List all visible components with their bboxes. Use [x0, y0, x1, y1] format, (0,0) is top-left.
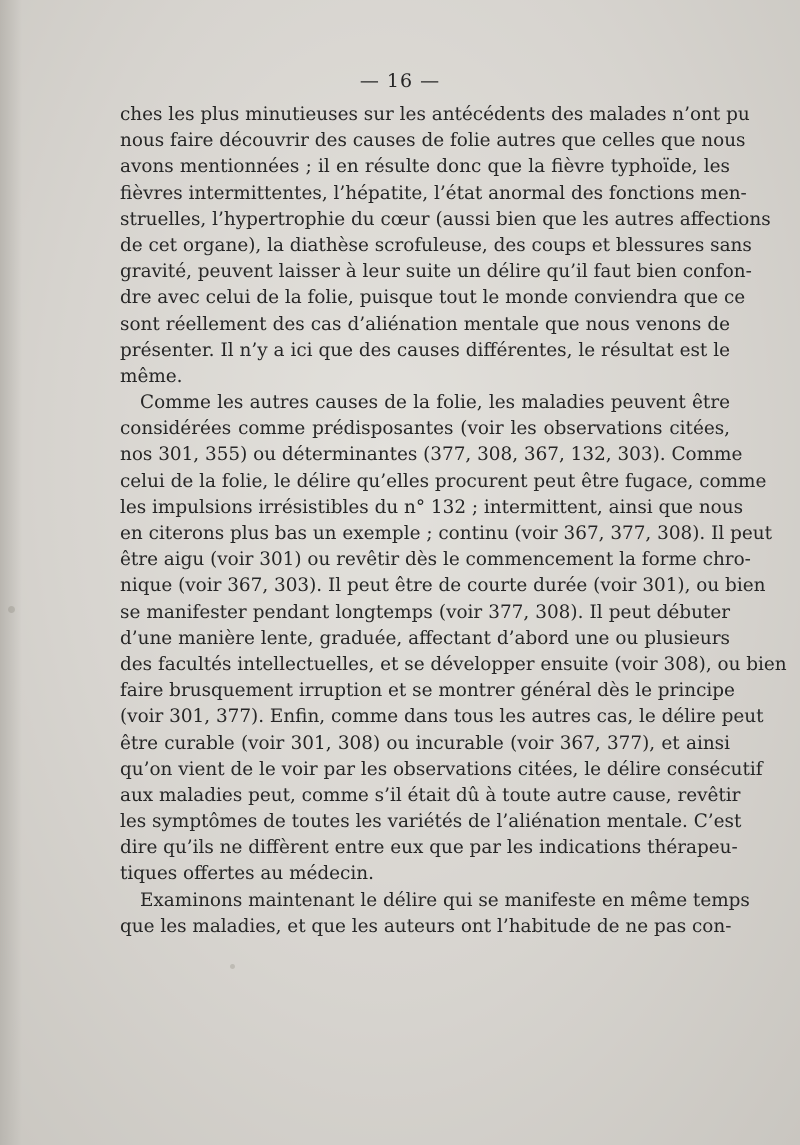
text-line: (voir 301, 377). Enfin, comme dans tous les autres cas, le délire peut — [120, 706, 764, 728]
text-line: qu’on vient de le voir par les observations citées, le délire consécutif — [120, 758, 763, 780]
text-line: des facultés intellectuelles, et se développer ensuite (voir 308), ou bien — [120, 653, 787, 675]
text-line: Examinons maintenant le délire qui se manifeste en même temps — [140, 889, 750, 911]
text-line: struelles, l’hypertrophie du cœur (aussi bien que les autres affections — [120, 208, 771, 230]
text-line: dire qu’ils ne diffèrent entre eux que par les indications thérapeu- — [120, 837, 738, 859]
text-line: même. — [120, 365, 183, 387]
text-line: les symptômes de toutes les variétés de l’aliénation mentale. C’est — [120, 811, 742, 833]
text-line: considérées comme prédisposantes (voir les observations citées, — [120, 418, 730, 440]
text-line: de cet organe), la diathèse scrofuleuse, des coups et blessures sans — [120, 234, 752, 256]
text-line: ches les plus minutieuses sur les antécédents des malades n’ont pu — [120, 104, 750, 125]
text-line: se manifester pendant longtemps (voir 377, 308). Il peut débuter — [120, 601, 730, 623]
text-line: gravité, peuvent laisser à leur suite un délire qu’il faut bien confon- — [120, 261, 752, 283]
text-line: celui de la folie, le délire qu’elles procurent peut être fugace, comme — [120, 470, 767, 492]
page-binding-shadow — [0, 0, 22, 1145]
text-line: nos 301, 355) ou déterminantes (377, 308, 367, 132, 303). Comme — [120, 444, 743, 466]
text-line: d’une manière lente, graduée, affectant d’abord une ou plusieurs — [120, 627, 730, 649]
page-number: — 16 — — [359, 70, 441, 92]
text-line: faire brusquement irruption et se montrer général dès le principe — [120, 680, 735, 702]
paper-spot — [230, 964, 235, 969]
text-line: être aigu (voir 301) ou revêtir dès le commencement la forme chro- — [120, 549, 751, 571]
text-line: Comme les autres causes de la folie, les maladies peuvent être — [140, 392, 730, 414]
text-line: être curable (voir 301, 308) ou incurable (voir 367, 377), et ainsi — [120, 732, 730, 754]
text-line: les impulsions irrésistibles du n° 132 ; intermittent, ainsi que nous — [120, 496, 744, 518]
text-line: dre avec celui de la folie, puisque tout le monde conviendra que ce — [120, 287, 746, 309]
paper-spot — [8, 606, 15, 613]
text-line: sont réellement des cas d’aliénation mentale que nous venons de — [120, 313, 730, 335]
text-line: avons mentionnées ; il en résulte donc que la fièvre typhoïde, les — [120, 156, 730, 178]
text-line: en citerons plus bas un exemple ; continu (voir 367, 377, 308). Il peut — [120, 523, 772, 544]
text-line: présenter. Il n’y a ici que des causes différentes, le résultat est le — [120, 339, 730, 361]
body-text — [120, 102, 787, 940]
text-line: nous faire découvrir des causes de folie autres que celles que nous — [120, 130, 746, 152]
text-line: que les maladies, et que les auteurs ont l’habitude de ne pas con- — [120, 915, 732, 937]
text-line: fièvres intermittentes, l’hépatite, l’état anormal des fonctions men- — [120, 182, 747, 204]
text-line: aux maladies peut, comme s’il était dû à toute autre cause, revêtir — [120, 784, 741, 806]
text-line: nique (voir 367, 303). Il peut être de courte durée (voir 301), ou bien — [120, 575, 766, 597]
text-line: tiques offertes au médecin. — [120, 863, 374, 885]
